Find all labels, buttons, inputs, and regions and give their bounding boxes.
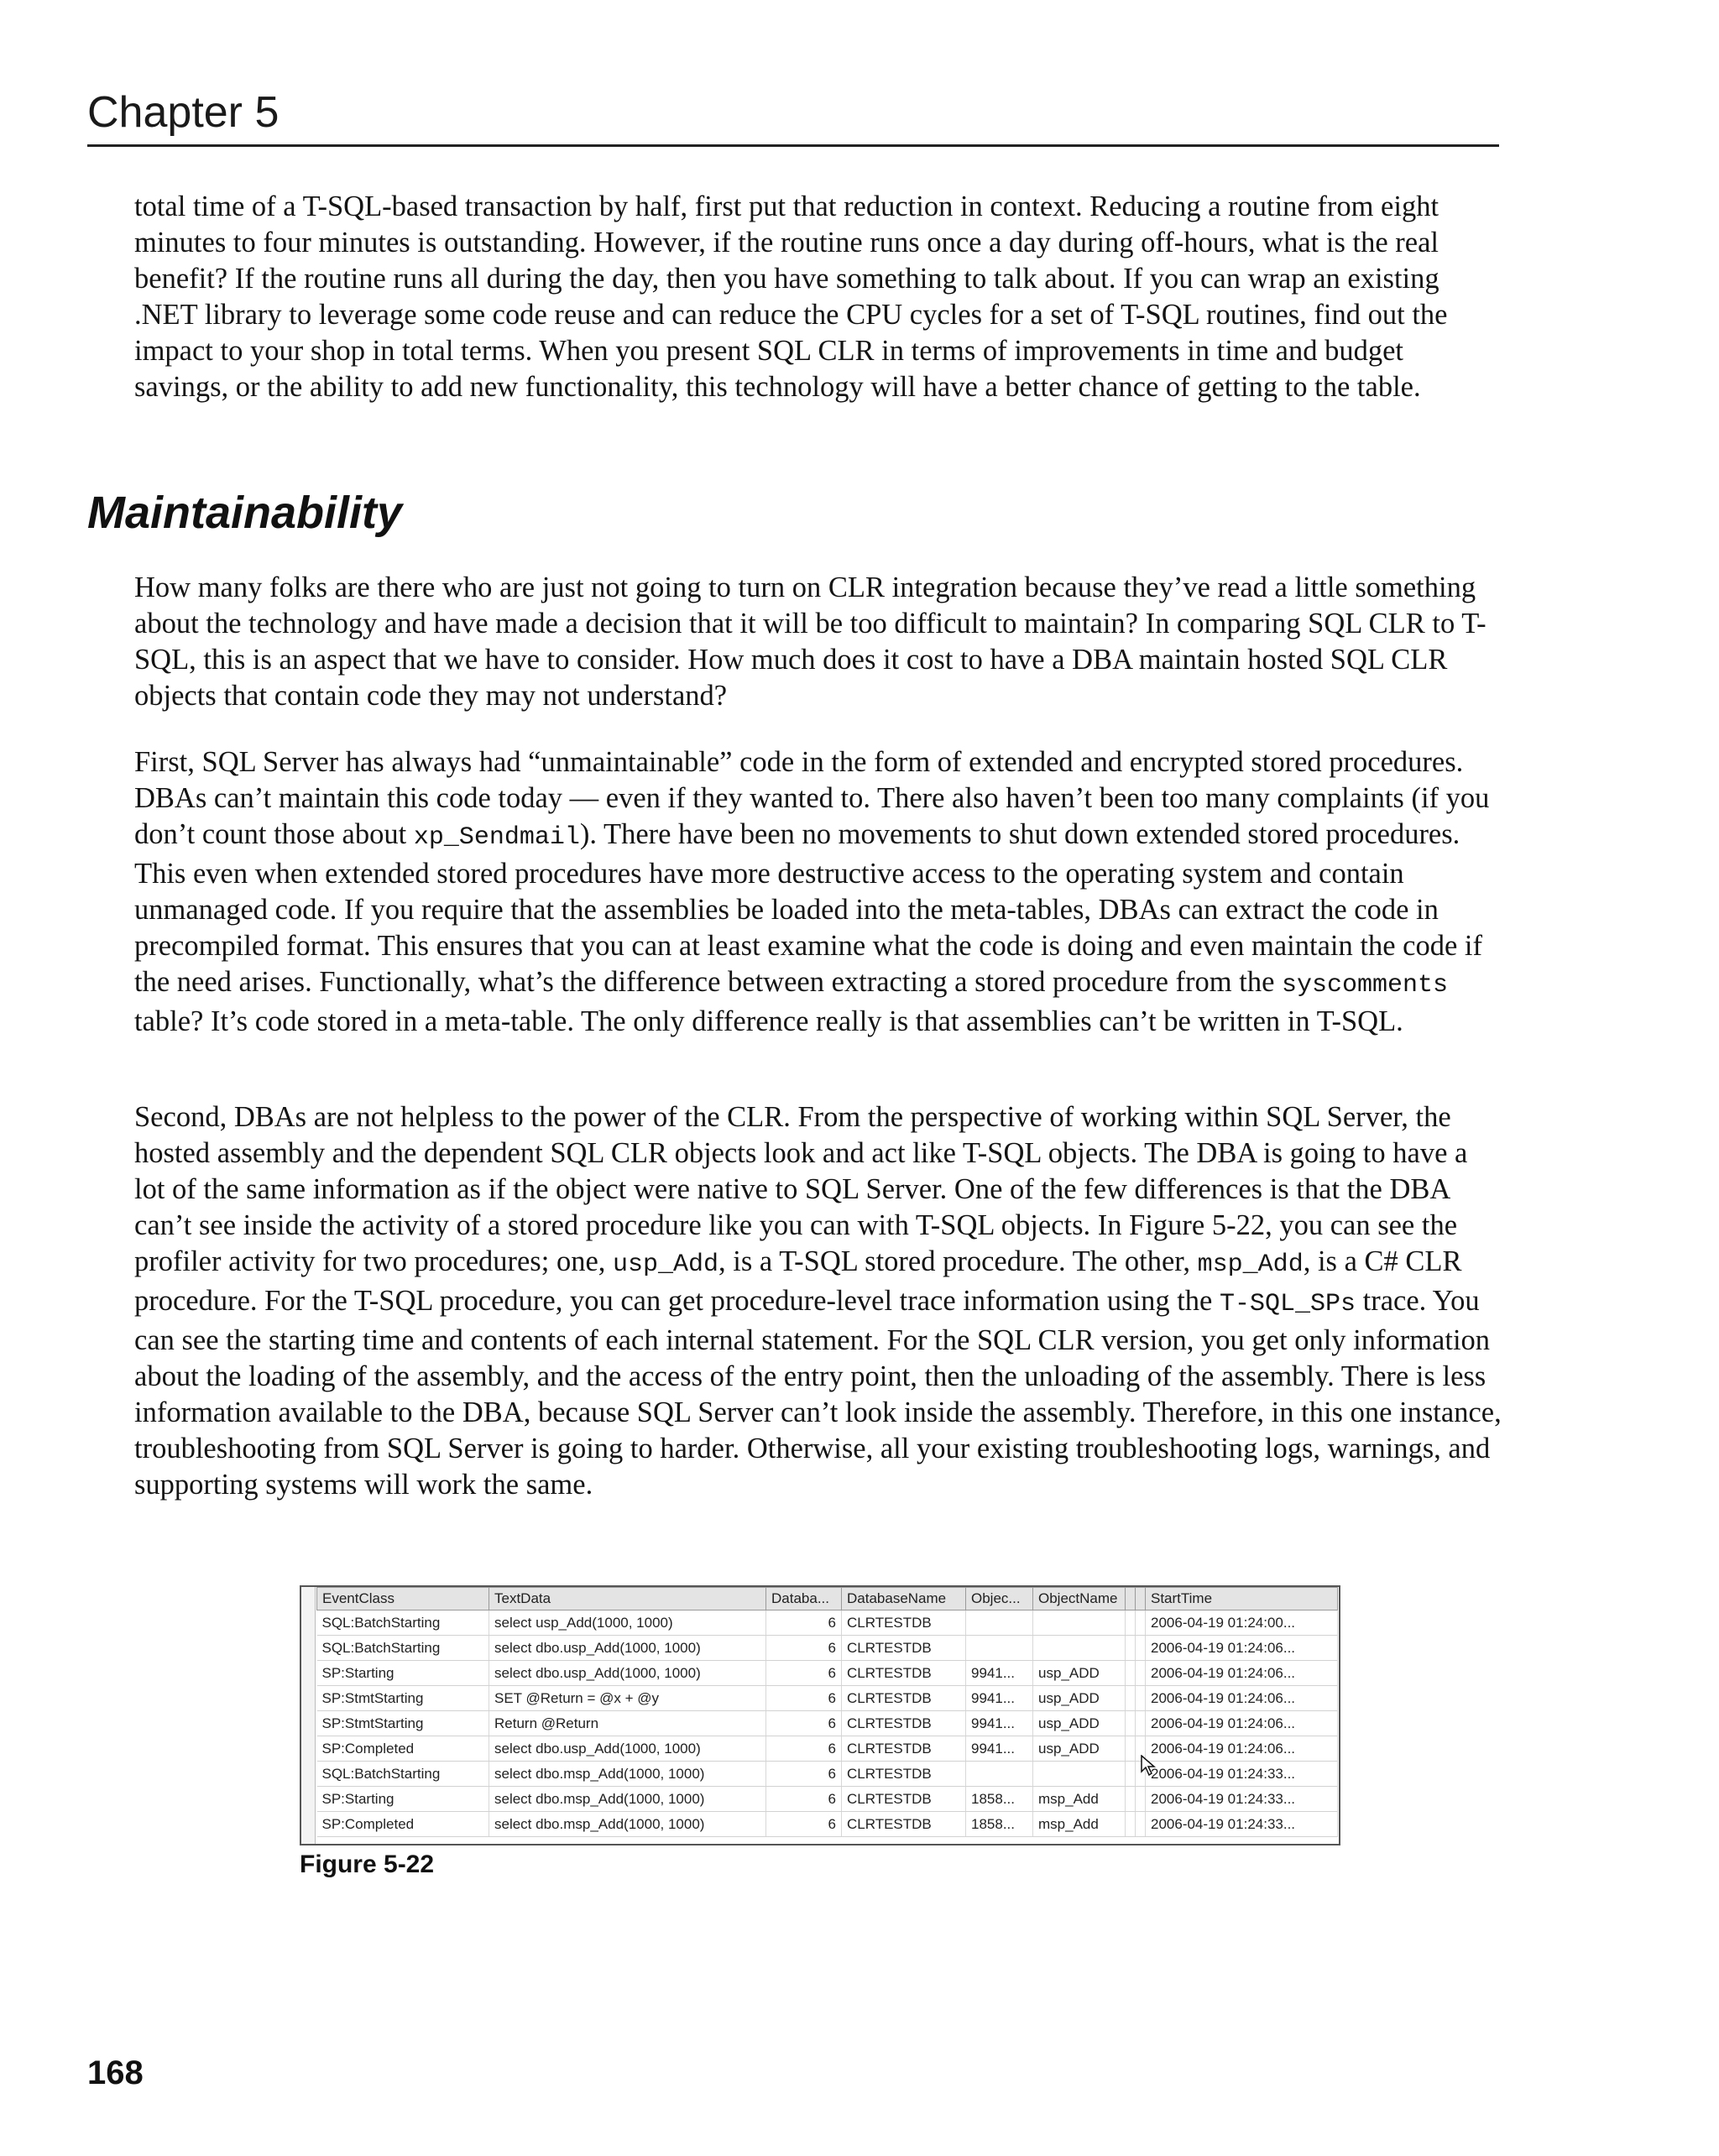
trace-cell — [1126, 1812, 1136, 1837]
trace-cell: 6 — [766, 1787, 842, 1812]
profiler-trace-grid — [316, 1587, 1338, 1837]
trace-cell: 6 — [766, 1762, 842, 1787]
trace-cell: select dbo.msp_Add(1000, 1000) — [489, 1762, 766, 1787]
trace-cell: 6 — [766, 1812, 842, 1837]
trace-cell: SQL:BatchStarting — [317, 1610, 489, 1636]
column-header[interactable] — [1136, 1588, 1146, 1610]
code-t-sql-sps: T-SQL_SPs — [1219, 1290, 1356, 1318]
trace-cell: SP:Completed — [317, 1812, 489, 1837]
trace-cell: SP:Completed — [317, 1736, 489, 1762]
trace-cell: 6 — [766, 1661, 842, 1686]
text-run: trace. You can see the starting time and contents of each internal statement. For the SQL CLR version, you get only information about the loading of the assembly, and the access of the entry point, then the unloading of the assembly. There is less information available to the DBA, because SQL Server can’t look inside the assembly. Therefore, in this one instance, troubleshooting from SQL Server is going to harder. Otherwise, all your existing troubleshooting logs, warnings, and supporting systems will work the same. — [134, 1285, 1502, 1501]
trace-cell — [1136, 1711, 1146, 1736]
column-header[interactable]: ObjectName — [1033, 1588, 1126, 1610]
trace-cell: 6 — [766, 1711, 842, 1736]
intro-paragraph: total time of a T-SQL-based transaction by half, first put that reduction in context. Reducing a routine from eight minutes to four minutes is outstanding. However, if the routine runs once a day during off-hours, what is the real benefit? If the routine runs all during the day, then you have something to talk about. If you can wrap an existing .NET library to leverage some code reuse and can reduce the CPU cycles for a set of T-SQL routines, find out the impact to your shop in total terms. When you present SQL CLR in terms of improvements in time and budget savings, or the ability to add new functionality, this technology will have a better chance of getting to the table. — [134, 191, 1448, 403]
paragraph-dba-clr-power — [134, 1099, 1504, 1503]
trace-cell: 2006-04-19 01:24:06... — [1146, 1736, 1338, 1762]
trace-cell: SQL:BatchStarting — [317, 1636, 489, 1661]
trace-cell — [966, 1636, 1033, 1661]
trace-cell: SQL:BatchStarting — [317, 1762, 489, 1787]
trace-cell: 9941... — [966, 1686, 1033, 1711]
trace-cell: 1858... — [966, 1812, 1033, 1837]
trace-cell: CLRTESTDB — [842, 1636, 966, 1661]
trace-cell — [1136, 1787, 1146, 1812]
trace-cell: CLRTESTDB — [842, 1661, 966, 1686]
trace-cell — [1136, 1686, 1146, 1711]
paragraph-maintainability-intro: How many folks are there who are just not going to turn on CLR integration because they’ve read a little something about the technology and have made a decision that it will be too difficult to maintain? In comparing SQL CLR to T-SQL, this is an aspect that we have to consider. How much does it cost to have a DBA maintain hosted SQL CLR objects that contain code they may not understand? — [134, 572, 1486, 712]
trace-cell: SP:Starting — [317, 1661, 489, 1686]
trace-row[interactable] — [317, 1686, 1338, 1711]
column-header[interactable]: DatabaseName — [842, 1588, 966, 1610]
chapter-title: Chapter 5 — [87, 88, 280, 137]
trace-row[interactable] — [317, 1661, 1338, 1686]
trace-cell: 2006-04-19 01:24:06... — [1146, 1661, 1338, 1686]
trace-cell: 1858... — [966, 1787, 1033, 1812]
trace-cell — [1033, 1610, 1126, 1636]
trace-cell: SP:StmtStarting — [317, 1711, 489, 1736]
trace-cell — [1126, 1736, 1136, 1762]
trace-row[interactable] — [317, 1636, 1338, 1661]
trace-cell: 2006-04-19 01:24:06... — [1146, 1711, 1338, 1736]
trace-cell — [1126, 1661, 1136, 1686]
trace-cell: SET @Return = @x + @y — [489, 1686, 766, 1711]
trace-cell — [1126, 1686, 1136, 1711]
trace-cell — [1033, 1636, 1126, 1661]
trace-cell: msp_Add — [1033, 1812, 1126, 1837]
column-header[interactable] — [1126, 1588, 1136, 1610]
column-header[interactable]: TextData — [489, 1588, 766, 1610]
grid-header-row — [317, 1588, 1338, 1610]
trace-cell — [1126, 1610, 1136, 1636]
trace-cell: usp_ADD — [1033, 1661, 1126, 1686]
chapter-header — [87, 84, 1499, 147]
trace-cell: CLRTESTDB — [842, 1812, 966, 1837]
trace-cell — [1126, 1636, 1136, 1661]
trace-cell: Return @Return — [489, 1711, 766, 1736]
trace-cell: usp_ADD — [1033, 1686, 1126, 1711]
trace-cell — [1126, 1762, 1136, 1787]
code-usp-add: usp_Add — [613, 1250, 719, 1279]
text-run: First, SQL Server has always had “unmaintainable” code in the form of extended and encrypted stored procedures. DBAs can’t maintain this code today — even if they wanted to. There also haven’t been too many complaints (if you don’t count those about — [134, 746, 1490, 850]
paragraph-unmaintainable-code — [134, 744, 1504, 1040]
trace-cell — [966, 1762, 1033, 1787]
trace-cell: CLRTESTDB — [842, 1711, 966, 1736]
trace-cell — [1136, 1636, 1146, 1661]
trace-cell: CLRTESTDB — [842, 1736, 966, 1762]
trace-cell: usp_ADD — [1033, 1711, 1126, 1736]
trace-cell: 2006-04-19 01:24:00... — [1146, 1610, 1338, 1636]
code-xp-sendmail: xp_Sendmail — [413, 823, 580, 852]
trace-cell: select dbo.usp_Add(1000, 1000) — [489, 1636, 766, 1661]
trace-cell: 2006-04-19 01:24:06... — [1146, 1686, 1338, 1711]
text-run: Second, DBAs are not helpless to the power of the CLR. From the perspective of working within SQL Server, the hosted assembly and the dependent SQL CLR objects look and act like T-SQL objects. The DBA is going to have a lot of the same information as if the object were native to SQL Server. One of the few differences is that the DBA can’t see inside the activity of a stored procedure like you can with T-SQL objects. In Figure 5-22, you can see the profiler activity for two procedures; one, — [134, 1101, 1468, 1277]
column-header[interactable]: EventClass — [317, 1588, 489, 1610]
page-number: 168 — [87, 2054, 144, 2091]
code-msp-add: msp_Add — [1197, 1250, 1304, 1279]
mouse-pointer-icon — [1141, 1755, 1156, 1777]
grid-body — [317, 1610, 1338, 1837]
trace-cell: msp_Add — [1033, 1787, 1126, 1812]
trace-cell: 9941... — [966, 1736, 1033, 1762]
column-header[interactable]: Objec... — [966, 1588, 1033, 1610]
trace-cell: 9941... — [966, 1661, 1033, 1686]
trace-cell: select dbo.msp_Add(1000, 1000) — [489, 1812, 766, 1837]
trace-cell: SP:StmtStarting — [317, 1686, 489, 1711]
trace-cell: 6 — [766, 1736, 842, 1762]
trace-cell: select dbo.msp_Add(1000, 1000) — [489, 1787, 766, 1812]
trace-row[interactable] — [317, 1610, 1338, 1636]
trace-cell — [1126, 1787, 1136, 1812]
row-selector-gutter — [301, 1587, 316, 1844]
trace-row[interactable] — [317, 1711, 1338, 1736]
section-heading: Maintainability — [87, 488, 403, 538]
trace-cell — [1136, 1610, 1146, 1636]
trace-cell: CLRTESTDB — [842, 1762, 966, 1787]
trace-cell: CLRTESTDB — [842, 1686, 966, 1711]
trace-row[interactable] — [317, 1762, 1338, 1787]
trace-cell: select dbo.usp_Add(1000, 1000) — [489, 1736, 766, 1762]
text-run: ). There have been no movements to shut down extended stored procedures. This even when extended stored procedures have more destructive access to the operating system and contain unmanaged code. If you require that the assemblies be loaded into the meta-tables, DBAs can extract the code in precompiled format. This ensures that you can at least examine what the code is doing and even maintain the code if the need arises. Functionally, what’s the difference between extracting a stored procedure from the — [134, 818, 1482, 998]
trace-cell — [966, 1610, 1033, 1636]
text-run: , is a T-SQL stored procedure. The other, — [718, 1245, 1198, 1277]
text-run: , is a C# CLR procedure. For the T-SQL procedure, you can get procedure-level trace information using the — [134, 1245, 1462, 1317]
trace-cell: 2006-04-19 01:24:33... — [1146, 1762, 1338, 1787]
text-run: table? It’s code stored in a meta-table. The only difference really is that assemblies can’t be written in T-SQL. — [134, 1005, 1403, 1037]
trace-cell — [1136, 1812, 1146, 1837]
trace-cell: 6 — [766, 1636, 842, 1661]
trace-cell: 6 — [766, 1686, 842, 1711]
trace-cell: SP:Starting — [317, 1787, 489, 1812]
trace-cell: CLRTESTDB — [842, 1787, 966, 1812]
profiler-trace-figure — [300, 1585, 1340, 1845]
trace-cell — [1033, 1762, 1126, 1787]
trace-row[interactable] — [317, 1736, 1338, 1762]
trace-row[interactable] — [317, 1787, 1338, 1812]
column-header[interactable]: Databa... — [766, 1588, 842, 1610]
trace-cell: 2006-04-19 01:24:33... — [1146, 1812, 1338, 1837]
trace-row[interactable] — [317, 1812, 1338, 1837]
figure-caption: Figure 5-22 — [300, 1851, 435, 1878]
code-syscomments: syscomments — [1282, 971, 1449, 1000]
trace-cell: 2006-04-19 01:24:33... — [1146, 1787, 1338, 1812]
trace-cell: 6 — [766, 1610, 842, 1636]
trace-cell: select usp_Add(1000, 1000) — [489, 1610, 766, 1636]
trace-cell: 2006-04-19 01:24:06... — [1146, 1636, 1338, 1661]
column-header[interactable]: StartTime — [1146, 1588, 1338, 1610]
trace-cell: usp_ADD — [1033, 1736, 1126, 1762]
trace-cell: select dbo.usp_Add(1000, 1000) — [489, 1661, 766, 1686]
trace-cell — [1136, 1661, 1146, 1686]
trace-cell: 9941... — [966, 1711, 1033, 1736]
trace-cell — [1126, 1711, 1136, 1736]
trace-cell: CLRTESTDB — [842, 1610, 966, 1636]
